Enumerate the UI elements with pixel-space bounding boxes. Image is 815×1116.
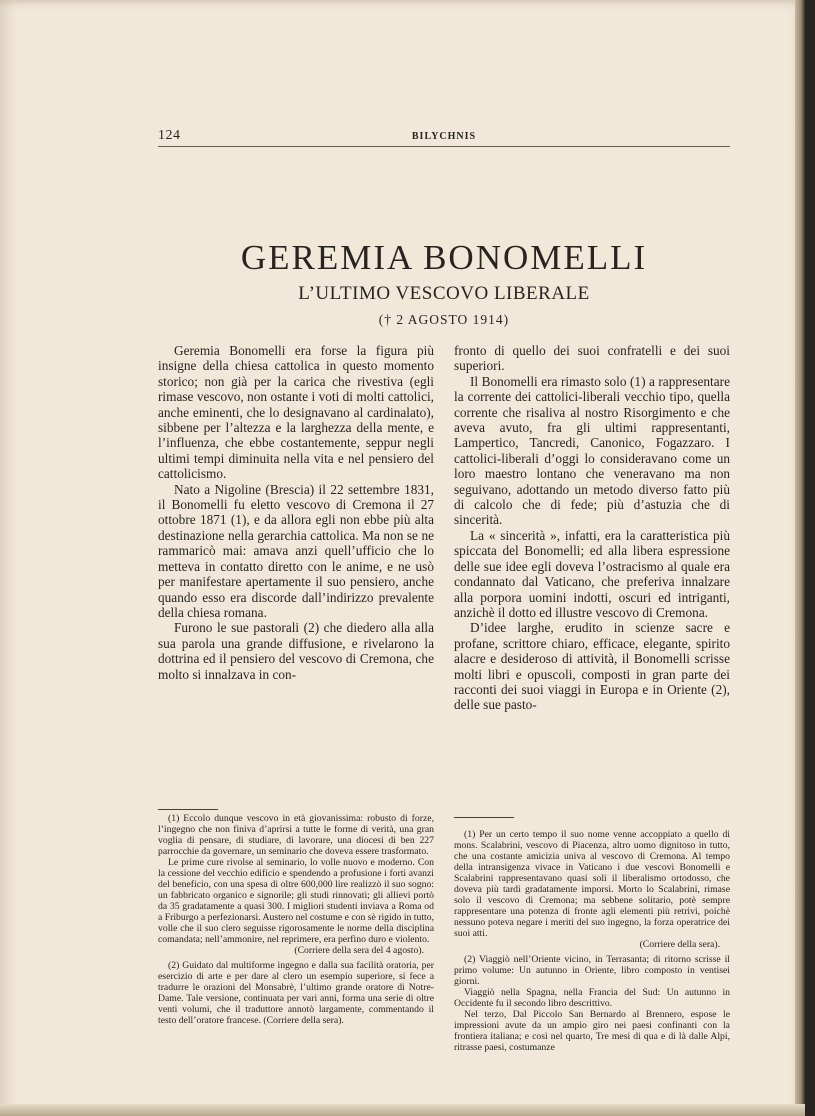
title-block xyxy=(158,238,730,328)
article-subtitle: L’ULTIMO VESCOVO LIBERALE xyxy=(298,283,590,304)
footnote: Le prime cure rivolse al seminario, lo volle nuovo e moderno. Con la cessione del vecchio edificio e spendendo a profusione i forti avanzi del beneficio, con una spesa di oltre 600,000 lire realizzò il suo sogno: un fabbricato organico e signorile; gli studi rinnovati; gli allievi portò da 35 gradatamente a quasi 300. I migliori studenti inviava a Roma od a Friburgo a perfezionarsi. Austero nel costume e con sè rigido in tutto, volle che il suo clero seguisse rigorosamente le norme della disciplina comandata; nell’ammonire, nel reprimere, era perfino duro e violento. xyxy=(158,857,434,945)
paragraph: Nato a Nigoline (Brescia) il 22 settembre 1831, il Bonomelli fu eletto vescovo di Cremona il 27 ottobre 1871 (1), e da allora egli non ebbe più alta destinazione nella gerarchia cattolica. Ma non se ne rammaricò mai: amava anzi quell’ufficio che lo metteva in contatto diretto con le anime, e ne usò per manifestare apertamente il suo pensiero, anche quando esso era discorde dall’indirizzo prevalente della chiesa romana. xyxy=(158,481,434,620)
footnote: (1) Eccolo dunque vescovo in età giovanissima: robusto di forze, l’ingegno che non finiva d’aprirsi a tutte le forme di verità, una gran voglia di pensare, di studiare, di lavorare, una diocesi di ben 227 parrocchie da governare, un seminario che doveva essere trasformato. xyxy=(158,813,434,857)
page-number: 124 xyxy=(158,128,181,143)
footnote-source: (Corriere della sera). xyxy=(639,939,720,950)
paragraph: Furono le sue pastorali (2) che diedero alla alla sua parola una grande diffusione, e rivelarono la dottrina ed il pensiero del vescovo di Cremona, che molto si innalzava in con- xyxy=(158,620,434,682)
right-body xyxy=(454,343,730,713)
header-rule xyxy=(158,146,730,147)
paragraph: La « sincerità », infatti, era la caratteristica più spiccata del Bonomelli; ed alla libera espressione delle sue idee egli doveva l’ostracismo al quale era condannato dal Vaticano, che preferiva innalzare alla porpora uomini indotti, oscuri ed intriganti, anzichè il dotto ed illustre vescovo di Cremona. xyxy=(454,527,730,620)
right-footnotes xyxy=(454,829,730,1053)
left-body xyxy=(158,343,434,682)
page-bottom-edge xyxy=(0,1104,805,1116)
paragraph: Il Bonomelli era rimasto solo (1) a rappresentare la corrente dei cattolici-liberali vecchio tipo, quella corrente che risaliva al nostro Risorgimento e che aveva avuto, fra gli ultimi rappresentanti, Lampertico, Tancredi, Canonico, Fogazzaro. I cattolici-liberali d’oggi lo consideravano come un loro maestro lontano che veneravano ma non seguivano, adottando un metodo diverso fatto più di calcolo che di fede; più d’astuzia che di sincerità. xyxy=(454,373,730,528)
footnote: Viaggiò nella Spagna, nella Francia del Sud: Un autunno in Occidente fu il secondo libro descrittivo. xyxy=(454,987,730,1009)
footnote-source: (Corriere della sera del 4 agosto). xyxy=(294,945,424,956)
footnote: (2) Guidato dal multiforme ingegno e dalla sua facilità oratoria, per esercizio di arte e per dare al clero un esempio superiore, si fece a tradurre le orazioni del Monsabrè, l’ultimo grande oratore di Notre-Dame. Tale versione, continuata per vari anni, forma una serie di oltre venti volumi, che il traduttore annotò largamente, commentando il testo dell’oratore francese. (Corriere della sera). xyxy=(158,960,434,1026)
article-date: († 2 AGOSTO 1914) xyxy=(378,312,510,327)
footnote: (2) Viaggiò nell’Oriente vicino, in Terrasanta; di ritorno scrisse il primo volume: Un autunno in Oriente, libro composto in ventisei giorni. xyxy=(454,954,730,987)
left-column xyxy=(158,343,434,1026)
page-edge-shadow xyxy=(795,0,805,1116)
left-footnotes xyxy=(158,813,434,1026)
paragraph: fronto di quello dei suoi confratelli e dei suoi superiori. xyxy=(454,343,730,374)
article-title: GEREMIA BONOMELLI xyxy=(240,238,648,277)
footnote-rule xyxy=(158,809,218,810)
footnote: (1) Per un certo tempo il suo nome venne accoppiato a quello di mons. Scalabrini, vescovo di Piacenza, altro uomo dignitoso in tutto, che una costante amicizia univa al vescovo di Cremona. Al tempo della intransigenza vivace in Vaticano i due vescovi Bonomelli e Scalabrini rappresentavano quasi soli il liberalismo ortodosso, che doveva più tardi gradatamente imporsi. Morto lo Scalabrini, rimase solo il vescovo di Cremona; ma sebbene solitario, potè sempre rappresentare una potenza di fronte agli elementi più retrivi, poichè nessuno poteva negare i meriti del suo ingegno, la forza operatrice dei suoi atti. xyxy=(454,829,730,939)
paragraph: Geremia Bonomelli era forse la figura più insigne della chiesa cattolica in questo momento storico; non già per la carica che rivestiva (egli rimase vescovo, non ostante i voti di molti cattolici, anche eminenti, che lo designavano al cardinalato), sibbene per l’altezza e la larghezza della mente, e l’influenza, che ebbe costantemente, seppur negli ultimi tempi diminuita nella vita e nel pensiero del cattolicismo. xyxy=(158,343,434,482)
right-column xyxy=(454,343,730,1053)
journal-name: BILYCHNIS xyxy=(411,131,477,142)
footnote-rule xyxy=(454,817,514,818)
footnote: Nel terzo, Dal Piccolo San Bernardo al Brennero, espose le impressioni avute da un ampio giro nei paesi confinanti con la frontiera italiana; e così nel quarto, Tre mesi di qua e di là dalle Alpi, ritrasse paesi, costumanze xyxy=(454,1009,730,1053)
running-head xyxy=(158,125,730,143)
paragraph: D’idee larghe, erudito in scienze sacre e profane, scrittore chiaro, efficace, elegante, spirito alacre e desideroso di attività, il Bonomelli scrisse molti libri e opuscoli, composti in gran parte dei racconti dei suoi viaggi in Europa e in Oriente (2), delle sue pasto- xyxy=(454,620,730,713)
text-block xyxy=(158,125,730,1053)
